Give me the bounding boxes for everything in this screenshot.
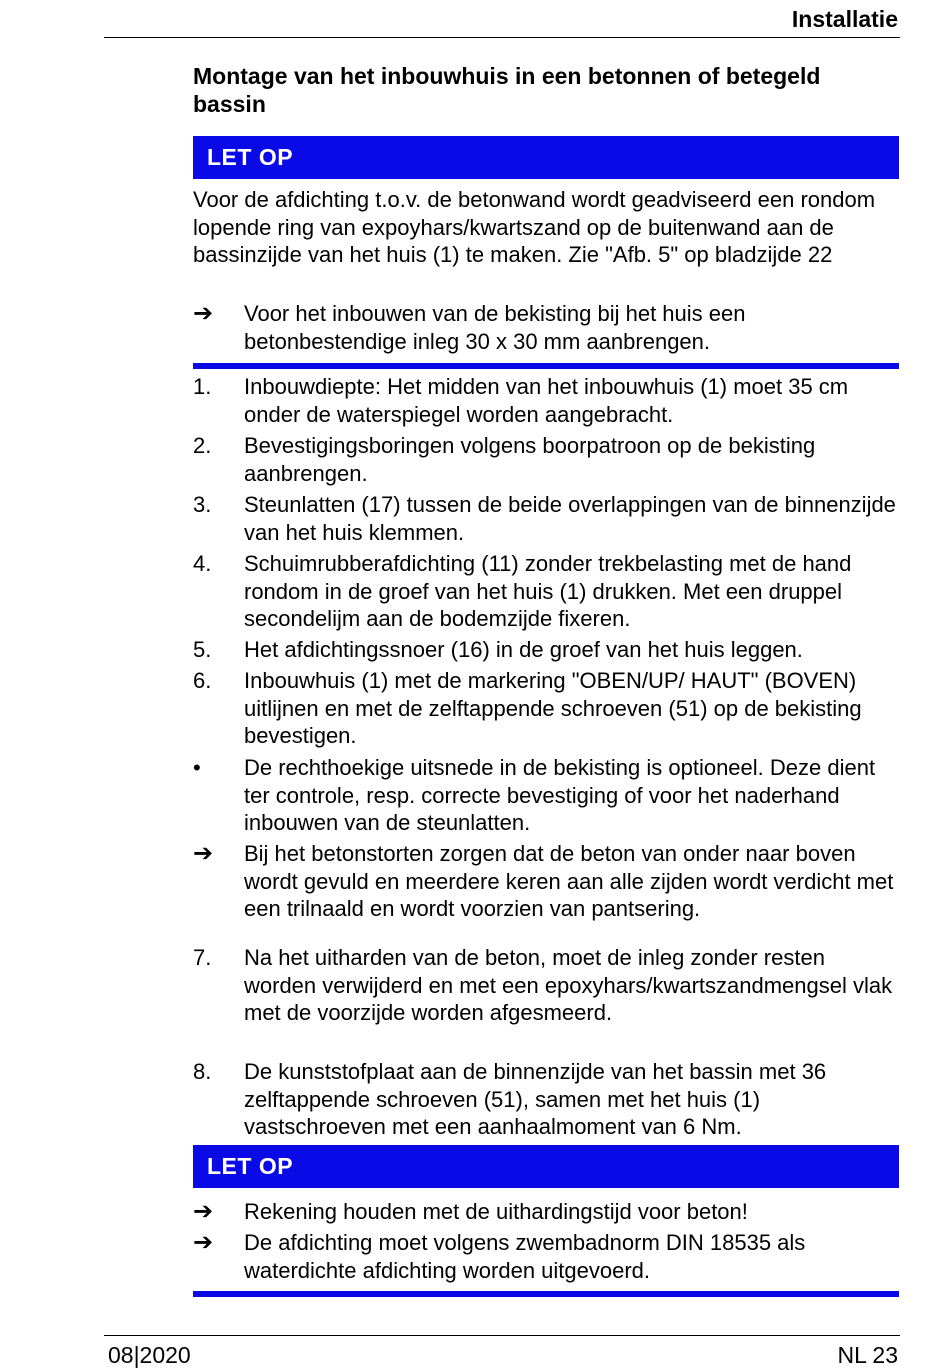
- step-number: 4.: [193, 551, 212, 576]
- note-instruction: [193, 1198, 899, 1226]
- list-item: [193, 550, 899, 633]
- arrow-right-icon: ➔: [193, 300, 214, 327]
- step-number: 7.: [193, 945, 212, 970]
- note-instruction-text: De afdichting moet volgens zwembadnorm DIN 18535 als waterdichte afdichting worden uitgevoerd.: [244, 1230, 806, 1283]
- section-title: Montage van het inbouwhuis in een betonnen of betegeld bassin: [193, 63, 821, 117]
- note-paragraph: Voor de afdichting t.o.v. de betonwand wordt geadviseerd een rondom lopende ring van expoyhars/kwartszand op de buitenwand aan de bassinzijde van het huis (1) te maken. Zie "Afb. 5" op bladzijde 22: [193, 187, 876, 267]
- list-item: [193, 667, 899, 750]
- step-number: 8.: [193, 1059, 212, 1084]
- chapter-title: Installatie: [791, 6, 898, 32]
- step-text: Steunlatten (17) tussen de beide overlappingen van de binnenzijde van het huis klemmen.: [244, 492, 896, 545]
- list-item: [193, 754, 899, 837]
- step-text: De kunststofplaat aan de binnenzijde van het bassin met 36 zelftappende schroeven (51), samen met het huis (1) vastschroeven met een aanhaalmoment van 6 Nm.: [244, 1059, 827, 1139]
- bullet-icon: •: [193, 755, 201, 780]
- edition-date: 08|2020: [108, 1342, 191, 1368]
- header-divider: [104, 37, 900, 38]
- step-number: 5.: [193, 637, 212, 662]
- step-text: Bij het betonstorten zorgen dat de beton van onder naar boven wordt gevuld en meerdere keren aan alle zijden wordt verdicht met een trilnaald en wordt voorzien van pantsering.: [244, 841, 894, 921]
- arrow-right-icon: ➔: [193, 1229, 214, 1256]
- list-item: [193, 944, 899, 1027]
- step-text: Schuimrubberafdichting (11) zonder trekbelasting met de hand rondom in de groef van het huis (1) drukken. Met een druppel secondelijm aan de bodemzijde fixeren.: [244, 551, 852, 631]
- step-text: Het afdichtingssnoer (16) in de groef van het huis leggen.: [244, 637, 803, 662]
- step-text: Inbouwhuis (1) met de markering "OBEN/UP/ HAUT" (BOVEN) uitlijnen en met de zelftappende schroeven (51) op de bekisting bevestigen.: [244, 668, 862, 748]
- step-text: Bevestigingsboringen volgens boorpatroon op de bekisting aanbrengen.: [244, 433, 816, 486]
- note-heading: LET OP: [193, 136, 899, 179]
- note-instruction-text: Rekening houden met de uithardingstijd voor beton!: [244, 1199, 748, 1224]
- list-item: [193, 840, 899, 923]
- footer-divider: [104, 1335, 900, 1336]
- step-number: 3.: [193, 492, 212, 517]
- list-item: [193, 491, 899, 546]
- note-instruction-text: Voor het inbouwen van de bekisting bij het huis een betonbestendige inleg 30 x 30 mm aanbrengen.: [244, 301, 746, 354]
- list-item: [193, 373, 899, 428]
- note-instruction: [193, 300, 899, 355]
- arrow-right-icon: ➔: [193, 840, 214, 867]
- list-item: [193, 1058, 899, 1141]
- note-heading: LET OP: [193, 1145, 899, 1188]
- step-text: Inbouwdiepte: Het midden van het inbouwhuis (1) moet 35 cm onder de waterspiegel worden aangebracht.: [244, 374, 849, 427]
- note-end-rule: [193, 363, 899, 369]
- step-text: Na het uitharden van de beton, moet de inleg zonder resten worden verwijderd en met een epoxyhars/kwartszandmengsel vlak met de voorzijde worden afgesmeerd.: [244, 945, 893, 1025]
- step-number: 1.: [193, 374, 212, 399]
- list-item: [193, 636, 899, 664]
- step-number: 2.: [193, 433, 212, 458]
- page-number: NL 23: [837, 1342, 898, 1368]
- arrow-right-icon: ➔: [193, 1198, 214, 1225]
- step-number: 6.: [193, 668, 212, 693]
- list-item: [193, 432, 899, 487]
- step-text: De rechthoekige uitsnede in de bekisting is optioneel. Deze dient ter controle, resp. correcte bevestiging of voor het naderhand inbouwen van de steunlatten.: [244, 755, 876, 835]
- note-instruction: [193, 1229, 899, 1284]
- note-end-rule: [193, 1291, 899, 1297]
